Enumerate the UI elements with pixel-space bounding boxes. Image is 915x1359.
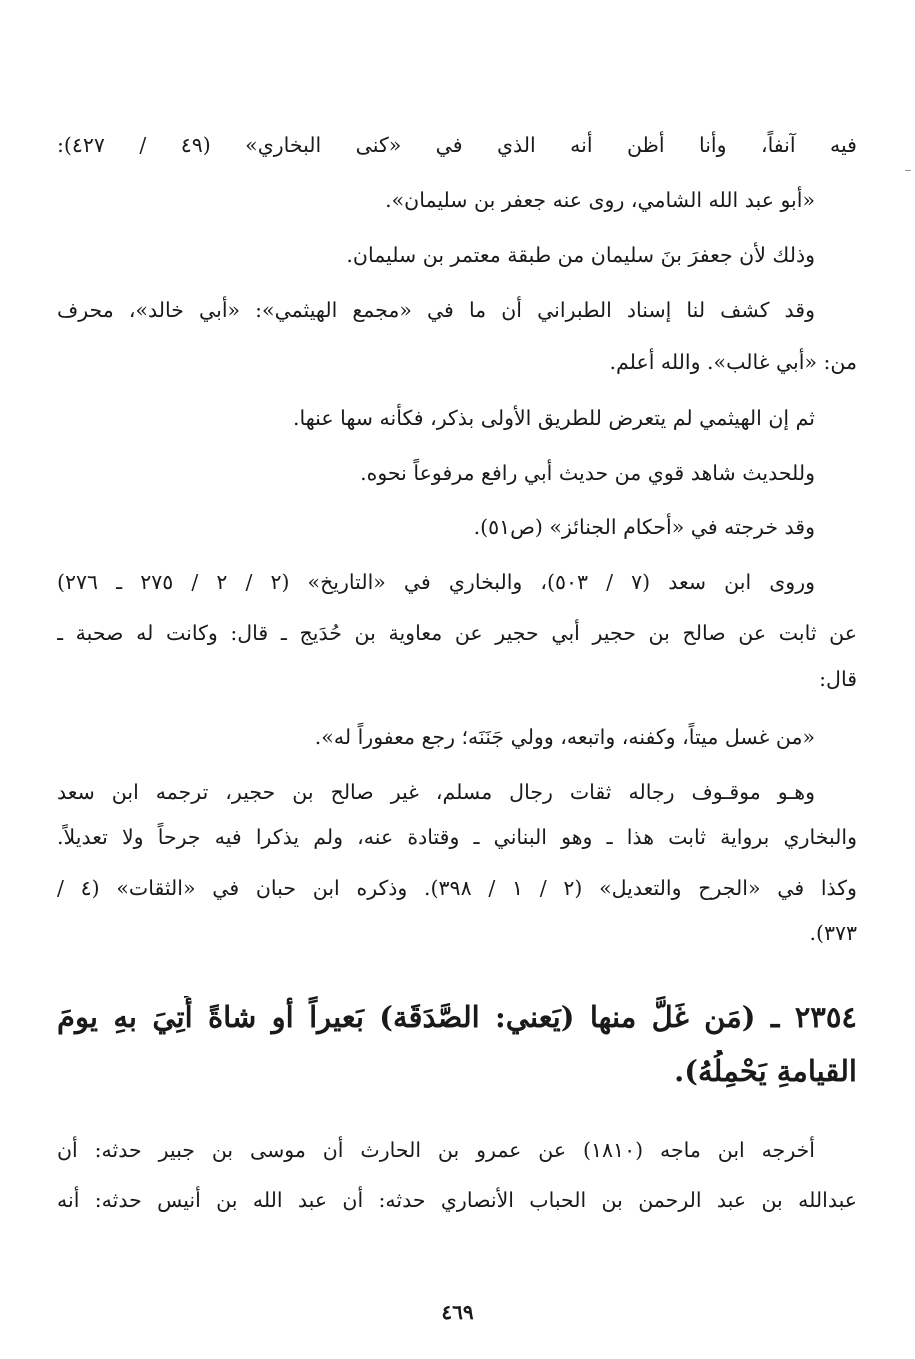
- text-line-10: عن ثابت عن صالح بن حجير أبي حجير عن معاوية بن حُدَيج ـ قال: وكانت له صحبة ـ: [57, 621, 857, 645]
- hadith-heading-line-2: القيامةِ يَحْمِلُهُ).: [674, 1054, 857, 1088]
- page-number: ٤٦٩: [441, 1300, 474, 1324]
- margin-mark: [905, 170, 911, 171]
- text-line-8: وقد خرجته في «أحكام الجنائز» (ص٥١).: [473, 515, 815, 539]
- text-line-7: وللحديث شاهد قوي من حديث أبي رافع مرفوعاً نحوه.: [360, 461, 815, 485]
- text-line-15: وكذا في «الجرح والتعديل» (٢ / ١ / ٣٩٨). وذكره ابن حبان في «الثقات» (٤ /: [57, 876, 857, 900]
- text-line-6: ثم إن الهيثمي لم يتعرض للطريق الأولى بذكر، فكأنه سها عنها.: [292, 406, 815, 430]
- text-line-2: «أبو عبد الله الشامي، روى عنه جعفر بن سليمان».: [385, 188, 815, 212]
- text-line-3: وذلك لأن جعفرَ بنَ سليمان من طبقة معتمر بن سليمان.: [346, 243, 815, 267]
- text-line-14: والبخاري برواية ثابت هذا ـ وهو البناني ـ وقتادة عنه، ولم يذكرا فيه جرحاً ولا تعديلاً.: [57, 825, 857, 849]
- text-line-4: وقد كشف لنا إسناد الطبراني أن ما في «مجمع الهيثمي»: «أبي خالد»، محرف: [57, 298, 815, 322]
- text-line-16: ٣٧٣).: [809, 921, 857, 945]
- text-line-12: «من غسل ميتاً، وكفنه، واتبعه، وولي جَنَنَه؛ رجع معفوراً له».: [314, 725, 815, 749]
- text-line-13: وهـو موقـوف رجاله ثقات رجال مسلم، غير صالح بن حجير، ترجمه ابن سعد: [57, 780, 815, 804]
- text-line-11: قال:: [819, 667, 857, 691]
- text-line-1: فيه آنفاً، وأنا أظن أنه الذي في «كنى البخاري» (٤٩ / ٤٢٧):: [57, 133, 857, 157]
- text-line-9: وروى ابن سعد (٧ / ٥٠٣)، والبخاري في «التاريخ» (٢ / ٢ / ٢٧٥ ـ ٢٧٦): [57, 570, 815, 594]
- text-line-5: من: «أبي غالب». والله أعلم.: [609, 350, 857, 374]
- hadith-heading-line-1: ٢٣٥٤ ـ (مَن غَلَّ منها (يَعني: الصَّدَقَة) بَعيراً أو شاةً أُتِيَ بهِ يومَ: [57, 1000, 857, 1034]
- text-line-18: عبدالله بن عبد الرحمن بن الحباب الأنصاري حدثه: أن عبد الله بن أنيس حدثه: أنه: [57, 1188, 857, 1212]
- text-line-17: أخرجه ابن ماجه (١٨١٠) عن عمرو بن الحارث أن موسى بن جبير حدثه: أن: [57, 1138, 815, 1162]
